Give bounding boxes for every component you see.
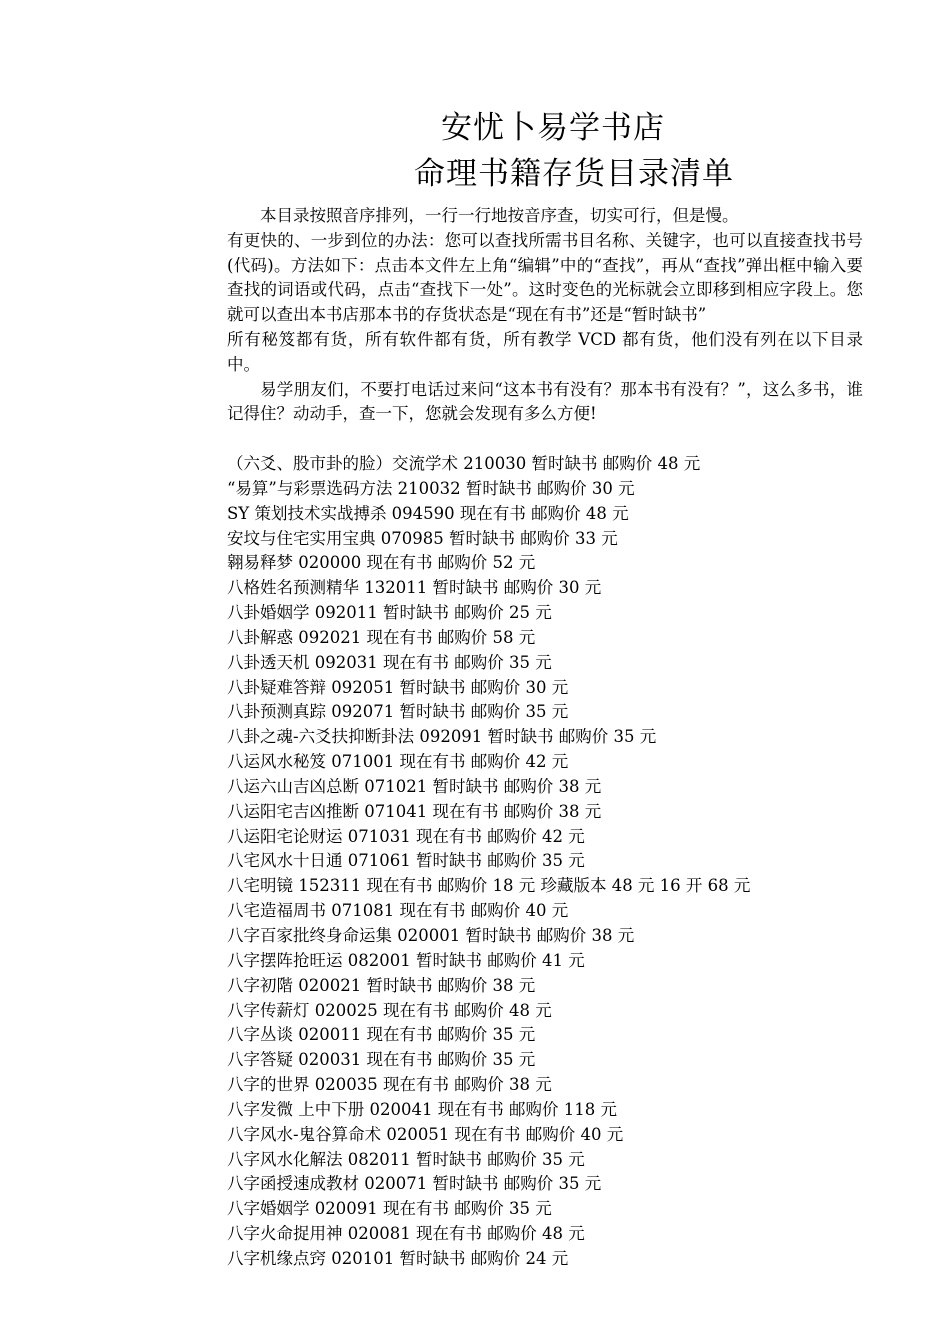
book-list-item: 八格姓名预测精华 132011 暂时缺书 邮购价 30 元	[227, 578, 602, 598]
book-list-item: 八字摆阵抢旺运 082001 暂时缺书 邮购价 41 元	[227, 950, 585, 970]
intro-highlight-text: 立即	[679, 280, 713, 300]
book-list-item: 八卦疑难答辩 092051 暂时缺书 邮购价 30 元	[227, 677, 569, 697]
store-name-title: 安忧卜易学书店	[441, 110, 665, 146]
book-list-item: 八卦解惑 092021 现在有书 邮购价 58 元	[227, 627, 536, 647]
intro-paragraph-2-text-a: 有更快的、一步到位的办法：您可以查找所需书目名称、关键字，也可以直接查找书号(代码)。方法如下：点击本文件左上角“编辑”中的“查找”，再从“查找”弹出框中输入要查找的词语或代码，点击“查找下一处”。这时变色的光标就会	[227, 230, 863, 300]
catalog-title: 命理书籍存货目录清单	[414, 156, 734, 192]
book-list-item: 八字答疑 020031 现在有书 邮购价 35 元	[227, 1050, 536, 1070]
document-page	[227, 106, 863, 1272]
book-list-item: SY 策划技术实战搏杀 094590 现在有书 邮购价 48 元	[227, 503, 629, 523]
book-list-item: 八字机缘点窍 020101 暂时缺书 邮购价 24 元	[227, 1248, 569, 1268]
book-list-item: 八字传薪灯 020025 现在有书 邮购价 48 元	[227, 1000, 552, 1020]
book-list-item: 八卦婚姻学 092011 暂时缺书 邮购价 25 元	[227, 603, 552, 623]
book-list-item: 八运六山吉凶总断 071021 暂时缺书 邮购价 38 元	[227, 776, 602, 796]
intro-paragraph-4: 易学朋友们，不要打电话过来问“这本书有没有？那本书有没有？”，这么多书，谁记得住？动动手，查一下，您就会发现有多么方便!	[227, 379, 863, 424]
book-list-item: 翱易释梦 020000 现在有书 邮购价 52 元	[227, 553, 536, 573]
book-list-item: 八字百家批终身命运集 020001 暂时缺书 邮购价 38 元	[227, 926, 635, 945]
intro-paragraph-1: 本目录按照音序排列，一行一行地按音序查，切实可行，但是慢。	[260, 206, 739, 225]
book-list-item: 八字初階 020021 暂时缺书 邮购价 38 元	[227, 975, 536, 995]
book-list-item: 八字丛谈 020011 现在有书 邮购价 35 元	[227, 1025, 536, 1045]
book-list-item: 八字风水化解法 082011 暂时缺书 邮购价 35 元	[227, 1149, 585, 1169]
intro-paragraph-2	[227, 229, 863, 328]
book-list-item: 八字的世界 020035 现在有书 邮购价 38 元	[227, 1075, 552, 1095]
book-list-item: “易算”与彩票选码方法 210032 暂时缺书 邮购价 30 元	[227, 478, 635, 498]
book-list-item: 八卦透天机 092031 现在有书 邮购价 35 元	[227, 652, 552, 672]
book-list-item: 八卦预测真踪 092071 暂时缺书 邮购价 35 元	[227, 702, 569, 722]
book-list-item: 八字函授速成教材 020071 暂时缺书 邮购价 35 元	[227, 1174, 602, 1194]
book-list-item: 安坟与住宅实用宝典 070985 暂时缺书 邮购价 33 元	[227, 528, 618, 548]
book-list	[227, 452, 863, 1272]
book-list-item: 八宅造福周书 071081 现在有书 邮购价 40 元	[227, 901, 569, 921]
book-list-item: 八运阳宅吉凶推断 071041 现在有书 邮购价 38 元	[227, 801, 602, 821]
book-list-item: 八字婚姻学 020091 现在有书 邮购价 35 元	[227, 1199, 552, 1219]
book-list-item: 八宅风水十日通 071061 暂时缺书 邮购价 35 元	[227, 851, 585, 871]
book-list-item: 八宅明镜 152311 现在有书 邮购价 18 元 珍藏版本 48 元 16 开 68 元	[227, 876, 751, 896]
book-list-item: 八字风水-鬼谷算命术 020051 现在有书 邮购价 40 元	[227, 1124, 624, 1144]
book-list-item: 八字火命捉用神 020081 现在有书 邮购价 48 元	[227, 1224, 585, 1244]
book-list-item: （六爻、股市卦的脸）交流学术 210030 暂时缺书 邮购价 48 元	[227, 453, 701, 473]
intro-paragraph-3: 所有秘笈都有货，所有软件都有货，所有教学 VCD 都有货，他们没有列在以下目录中。	[227, 329, 863, 374]
book-list-item: 八卦之魂-六爻扶抑断卦法 092091 暂时缺书 邮购价 35 元	[227, 727, 657, 747]
book-list-item: 八字发微 上中下册 020041 现在有书 邮购价 118 元	[227, 1099, 617, 1119]
book-list-item: 八运阳宅论财运 071031 现在有书 邮购价 42 元	[227, 826, 585, 846]
book-list-item: 八运风水秘笈 071001 现在有书 邮购价 42 元	[227, 752, 569, 772]
blank-line	[227, 427, 863, 452]
intro-paragraph-2-text-b: 移到相应字段上。您就可以查出本书店那本书的存货状态是“现在有书”还是“暂时缺书”	[227, 280, 864, 325]
intro-section	[227, 204, 863, 427]
